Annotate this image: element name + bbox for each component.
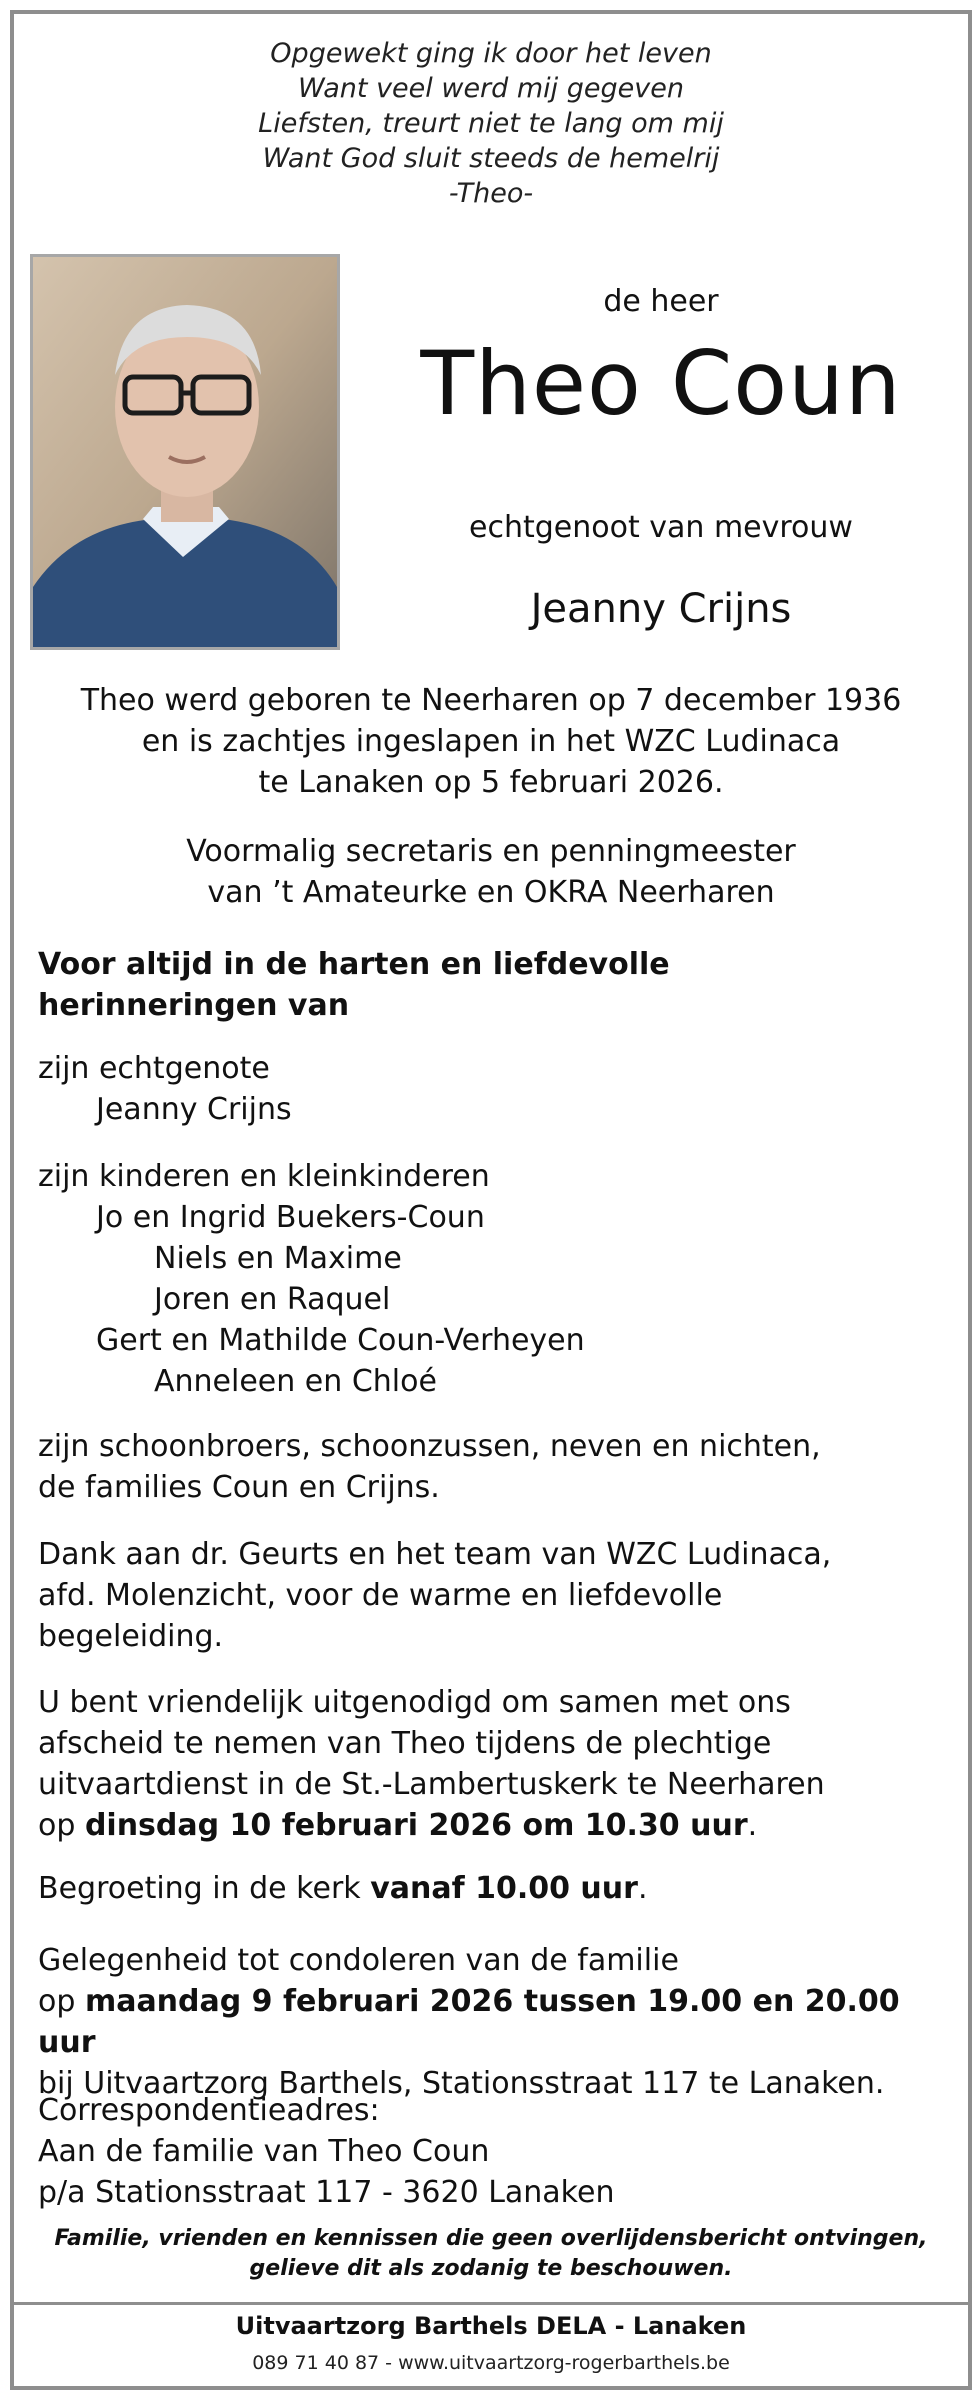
bio-line: Theo werd geboren te Neerharen op 7 december 1936	[80, 683, 902, 718]
roles	[14, 831, 968, 913]
grandchildren: Anneleen en Chloé	[154, 1364, 437, 1399]
poem-line: Opgewekt ging ik door het leven	[270, 38, 712, 69]
spouse-group-label: zijn echtgenote	[38, 1051, 270, 1086]
bio-line: en is zachtjes ingeslapen in het WZC Ludinaca	[141, 724, 841, 759]
poem	[14, 36, 968, 211]
deceased-name: Theo Coun	[420, 332, 902, 435]
poem-line: Liefsten, treurt niet te lang om mij	[258, 108, 724, 139]
correspondence	[38, 2090, 938, 2213]
invitation-line: uitvaartdienst in de St.-Lambertuskerk te Neerharen	[38, 1767, 825, 1802]
honorific: de heer	[603, 284, 719, 319]
spouse-name: Jeanny Crijns	[530, 586, 792, 632]
portrait-illustration	[33, 257, 337, 647]
greeting-suffix: .	[637, 1871, 648, 1906]
children-group-label: zijn kinderen en kleinkinderen	[38, 1159, 490, 1194]
invitation-line	[38, 1805, 938, 1846]
memory-heading	[38, 944, 938, 1026]
children-group	[38, 1156, 938, 1402]
poem-line: Want veel werd mij gegeven	[298, 73, 684, 104]
invitation-suffix: .	[747, 1808, 758, 1843]
condolence-prefix: op	[38, 1984, 85, 2019]
obituary-card	[10, 10, 972, 2390]
invitation	[38, 1682, 938, 1846]
memory-heading-line: herinneringen van	[38, 988, 350, 1023]
condolence-line: Gelegenheid tot condoleren van de familie	[38, 1943, 679, 1978]
notice-line: gelieve dit als zodanig te beschouwen.	[249, 2256, 733, 2281]
thanks-line: Dank aan dr. Geurts en het team van WZC Ludinaca,	[38, 1537, 832, 1572]
child-couple: Gert en Mathilde Coun-Verheyen	[96, 1323, 585, 1358]
notice	[14, 2224, 968, 2284]
condolence	[38, 1940, 938, 2104]
correspondence-line: Aan de familie van Theo Coun	[38, 2134, 490, 2169]
thanks-line: begeleiding.	[38, 1619, 224, 1654]
invitation-line: U bent vriendelijk uitgenodigd om samen met ons	[38, 1685, 791, 1720]
greeting	[38, 1868, 938, 1909]
relatives-line: zijn schoonbroers, schoonzussen, neven en nichten,	[38, 1429, 821, 1464]
portrait-photo	[30, 254, 340, 650]
thanks	[38, 1534, 938, 1657]
relation-label: echtgenoot van mevrouw	[469, 510, 853, 545]
relatives	[38, 1426, 938, 1508]
bio-line: te Lanaken op 5 februari 2026.	[258, 765, 724, 800]
condolence-line: bij Uitvaartzorg Barthels, Stationsstraat 117 te Lanaken.	[38, 2066, 885, 2101]
service-datetime: dinsdag 10 februari 2026 om 10.30 uur	[84, 1808, 748, 1843]
notice-line: Familie, vrienden en kennissen die geen overlijdensbericht ontvingen,	[54, 2226, 928, 2251]
role-line: van ’t Amateurke en OKRA Neerharen	[207, 875, 775, 910]
grandchildren: Niels en Maxime	[154, 1241, 402, 1276]
memory-heading-line: Voor altijd in de harten en liefdevolle	[38, 947, 670, 982]
correspondence-line: p/a Stationsstraat 117 - 3620 Lanaken	[38, 2175, 615, 2210]
poem-line: Want God sluit steeds de hemelrij	[262, 143, 720, 174]
funeral-home-contact: 089 71 40 87 - www.uitvaartzorg-rogerbarthels.be	[252, 2352, 730, 2374]
biography	[14, 680, 968, 803]
greeting-prefix: Begroeting in de kerk	[38, 1871, 371, 1906]
condolence-datetime: maandag 9 februari 2026 tussen 19.00 en 20.00 uur	[38, 1984, 900, 2060]
spouse-group-name: Jeanny Crijns	[96, 1092, 292, 1127]
greeting-time: vanaf 10.00 uur	[370, 1871, 638, 1906]
footer-divider	[14, 2302, 968, 2305]
thanks-line: afd. Molenzicht, voor de warme en liefdevolle	[38, 1578, 723, 1613]
poem-signature: -Theo-	[448, 178, 534, 209]
child-couple: Jo en Ingrid Buekers-Coun	[96, 1200, 485, 1235]
relatives-line: de families Coun en Crijns.	[38, 1470, 440, 1505]
correspondence-label: Correspondentieadres:	[38, 2093, 380, 2128]
invitation-line: afscheid te nemen van Theo tijdens de plechtige	[38, 1726, 772, 1761]
invitation-prefix: op	[38, 1808, 85, 1843]
condolence-line	[38, 1981, 938, 2063]
funeral-home-name: Uitvaartzorg Barthels DELA - Lanaken	[235, 2312, 747, 2340]
role-line: Voormalig secretaris en penningmeester	[186, 834, 796, 869]
grandchildren: Joren en Raquel	[154, 1282, 391, 1317]
spouse-group	[38, 1048, 938, 1130]
